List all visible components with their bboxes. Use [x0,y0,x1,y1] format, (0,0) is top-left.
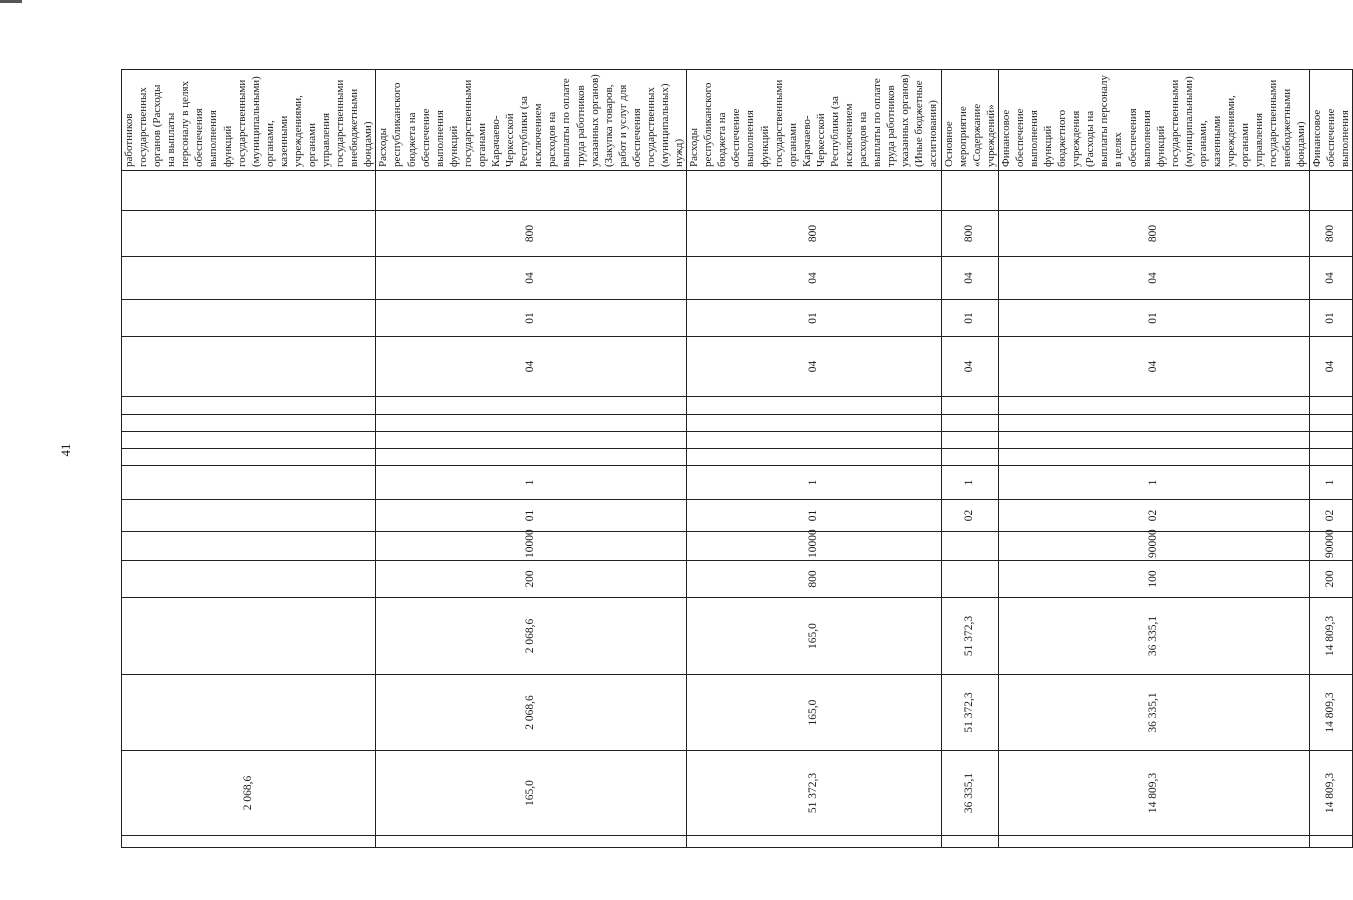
spacer-cell [1309,432,1352,449]
spacer-cell [687,449,941,466]
spacer-cell [941,449,998,466]
amount-cell-3: 165,0 [376,751,687,836]
spacer-cell [687,432,941,449]
code-cell [122,300,376,337]
spacer-cell [376,449,687,466]
code-cell: 800 [941,211,998,257]
code-cell: 1 [687,466,941,500]
amount-cell-3: 51 372,3 [687,751,941,836]
expense-type-cell: 800 [687,561,941,598]
spacer-cell [1309,449,1352,466]
code-cell [122,211,376,257]
table-row [998,70,1309,848]
code-cell: 01 [687,300,941,337]
amount-cell-1 [122,598,376,675]
code-cell: 01 [998,300,1309,337]
table-row [941,70,998,848]
table-row [122,70,376,848]
code-cell: 04 [687,257,941,300]
expense-type-cell: 200 [376,561,687,598]
table-row [376,70,687,848]
spacer-cell [1309,415,1352,432]
spacer-cell [998,171,1309,211]
code-cell: 1 [376,466,687,500]
spacer-cell [122,415,376,432]
table-cell-spacer [687,836,941,848]
spacer-cell [998,449,1309,466]
code-cell: 02 [941,500,998,532]
spacer-cell [941,432,998,449]
code-cell: 90000 [1309,532,1352,561]
expense-type-cell [941,561,998,598]
item-name-cell: Расходы республиканского бюджета на обеспечение выполнения функций государственными органами Карачаево-Черкесской Республики (за исключением расходов на выплаты по оплате труда работников указанных органов) (Закупка товаров, работ и услуг для обеспечения государственных (муниципальных) нужд) [376,70,687,171]
code-cell: 04 [998,257,1309,300]
code-cell: 04 [376,337,687,397]
amount-cell-2 [122,675,376,751]
spacer-cell [376,171,687,211]
spacer-cell [998,415,1309,432]
spacer-cell [687,415,941,432]
expense-type-cell: 200 [1309,561,1352,598]
item-name-cell: Финансовое обеспечение выполнения [1309,70,1352,171]
amount-cell-2: 2 068,6 [376,675,687,751]
expense-type-cell: 100 [998,561,1309,598]
spacer-cell [941,397,998,415]
spacer-cell [376,415,687,432]
code-cell: 04 [1309,337,1352,397]
code-cell: 1 [1309,466,1352,500]
code-cell [122,257,376,300]
table-cell-spacer [1309,836,1352,848]
amount-cell-2: 36 335,1 [998,675,1309,751]
spacer-cell [122,432,376,449]
code-cell: 10000 [687,532,941,561]
amount-cell-1: 165,0 [687,598,941,675]
code-cell [941,532,998,561]
amount-cell-3: 14 809,3 [1309,751,1352,836]
code-cell: 04 [941,337,998,397]
spacer-cell [122,397,376,415]
spacer-cell [687,397,941,415]
spacer-cell [998,432,1309,449]
code-cell: 04 [687,337,941,397]
table-cell-spacer [122,836,376,848]
code-cell: 800 [376,211,687,257]
table-cell-spacer [998,836,1309,848]
spacer-cell [376,432,687,449]
code-cell [122,337,376,397]
page-number: 41 [58,443,73,457]
item-name-cell: работников государственных органов (Расходы на выплаты персоналу в целях обеспечения выполнения функций государственными (муниципальными) органами, казенными учреждениями, органами управления государственными внебюджетными фондами) [122,70,376,171]
table-row [687,70,941,848]
code-cell: 01 [376,500,687,532]
code-cell [122,500,376,532]
spacer-cell [998,397,1309,415]
code-cell: 1 [941,466,998,500]
code-cell: 01 [687,500,941,532]
code-cell: 800 [998,211,1309,257]
item-name-cell: Финансовое обеспечение выполнения функций бюджетного учреждения (Расходы на выплаты персоналу в целях обеспечения выполнения функций государственными (муниципальными) органами, казенными учреждениями, органами управления государственными внебюджетными фондами) [998,70,1309,171]
code-cell [122,466,376,500]
code-cell: 1 [998,466,1309,500]
code-cell: 04 [376,257,687,300]
code-cell: 800 [1309,211,1352,257]
code-cell: 10000 [376,532,687,561]
table-cell-spacer [941,836,998,848]
spacer-cell [1309,171,1352,211]
amount-cell-3: 2 068,6 [122,751,376,836]
spacer-cell [687,171,941,211]
amount-cell-1: 36 335,1 [998,598,1309,675]
amount-cell-2: 165,0 [687,675,941,751]
code-cell: 02 [1309,500,1352,532]
code-cell: 04 [1309,257,1352,300]
code-cell: 800 [687,211,941,257]
amount-cell-1: 2 068,6 [376,598,687,675]
table-row [1309,70,1352,848]
amount-cell-3: 36 335,1 [941,751,998,836]
spacer-cell [941,415,998,432]
item-name-cell: Основное мероприятие «Содержание учреждений» [941,70,998,171]
code-cell [122,532,376,561]
amount-cell-3: 14 809,3 [998,751,1309,836]
code-cell: 02 [998,500,1309,532]
code-cell: 04 [941,257,998,300]
spacer-cell [1309,397,1352,415]
item-name-cell: Расходы республиканского бюджета на обеспечение выполнения функций государственными органами Карачаево-Черкесской Республики (за исключением расходов на выплаты по оплате труда работников указанных органов) (Иные бюджетные ассигнования) [687,70,941,171]
spacer-cell [122,449,376,466]
table-cell-spacer [376,836,687,848]
amount-cell-1: 14 809,3 [1309,598,1352,675]
code-cell: 04 [998,337,1309,397]
amount-cell-2: 14 809,3 [1309,675,1352,751]
code-cell: 90000 [998,532,1309,561]
amount-cell-1: 51 372,3 [941,598,998,675]
code-cell: 01 [376,300,687,337]
amount-cell-2: 51 372,3 [941,675,998,751]
budget-table [121,69,1353,848]
code-cell: 01 [941,300,998,337]
expense-type-cell [122,561,376,598]
spacer-cell [376,397,687,415]
code-cell: 01 [1309,300,1352,337]
spacer-cell [941,171,998,211]
spacer-cell [122,171,376,211]
